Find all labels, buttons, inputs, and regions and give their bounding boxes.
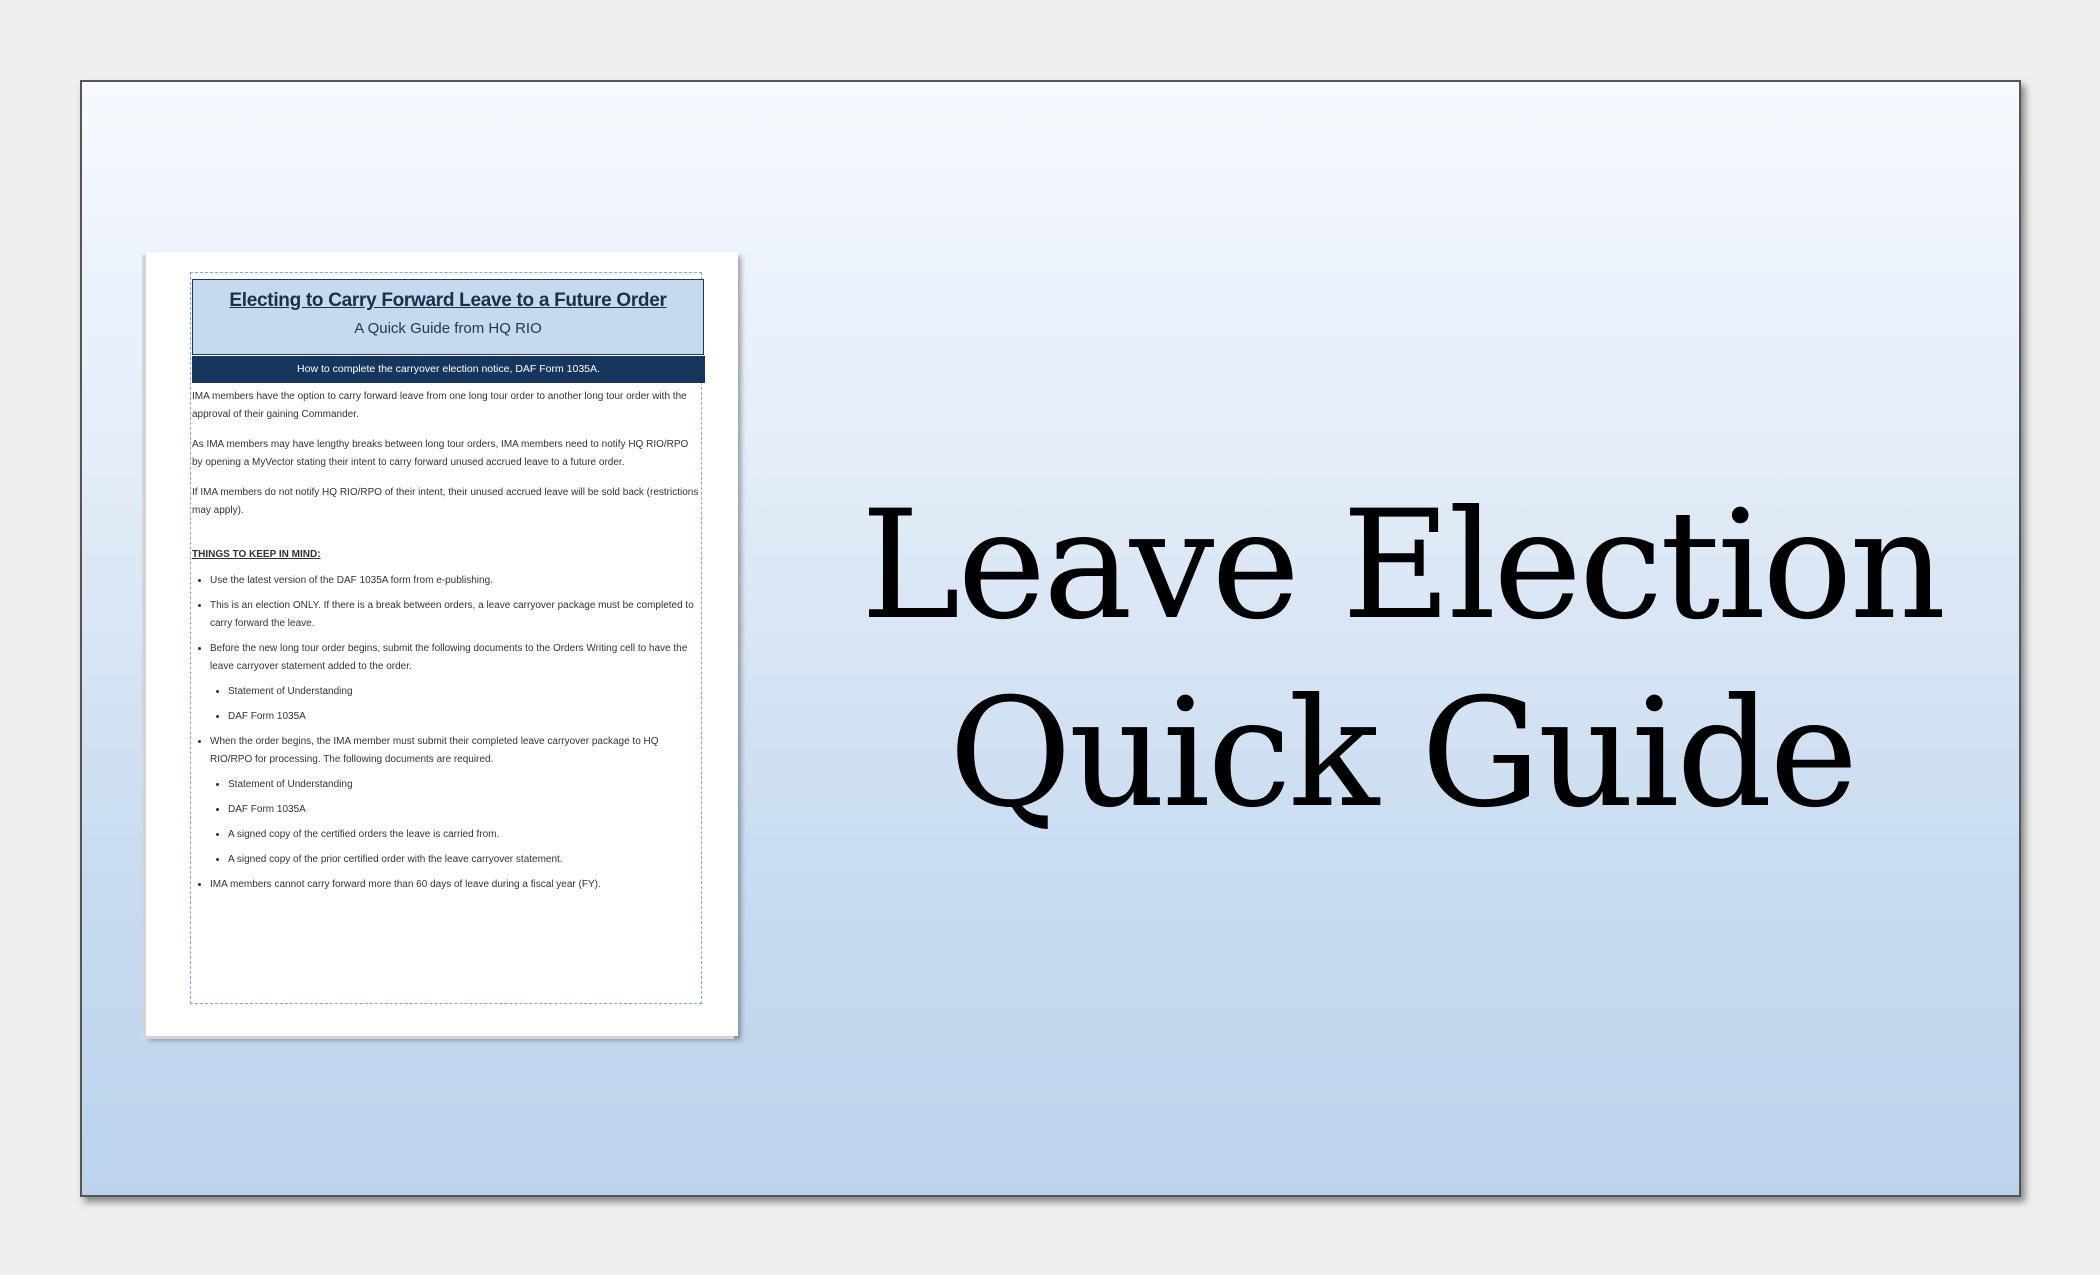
document-bullet: • Use the latest version of the DAF 1035A form from e-publishing. (210, 572, 700, 590)
document-bullet-list (192, 572, 700, 894)
document-paragraph: As IMA members may have lengthy breaks between long tour orders, IMA members need to notify HQ RIO/RPO by opening a MyVector stating their intent to carry forward unused accrued leave to a future order. (192, 439, 689, 468)
document-header (192, 279, 704, 355)
document-sub-bullet: • A signed copy of the prior certified order with the leave carryover statement. (228, 851, 700, 869)
slide-title (802, 472, 2002, 848)
document-banner: How to complete the carryover election notice, DAF Form 1035A. (192, 356, 705, 383)
document-bullet: • Before the new long tour order begins, submit the following documents to the Orders Writing cell to have the leave carryover statement added to the order. (210, 640, 700, 676)
document-heading: THINGS TO KEEP IN MIND: (192, 549, 321, 560)
document-paragraph: IMA members have the option to carry forward leave from one long tour order to another long tour order with the approval of their gaining Commander. (192, 391, 687, 420)
document-paragraph: If IMA members do not notify HQ RIO/RPO of their intent, their unused accrued leave will be sold back (restrictions may apply). (192, 487, 699, 516)
slide-title-line: Leave Election (860, 479, 1944, 653)
slide-frame (80, 80, 2021, 1197)
slide-title-line: Quick Guide (948, 667, 1856, 841)
document-sub-bullet: • DAF Form 1035A (228, 708, 700, 726)
document-bullet: • This is an election ONLY. If there is a break between orders, a leave carryover package must be completed to carry forward the leave. (210, 597, 700, 633)
document-bullet: • IMA members cannot carry forward more than 60 days of leave during a fiscal year (FY). (210, 876, 700, 894)
document-sub-bullet: • Statement of Understanding (228, 776, 700, 794)
document-sub-bullet: • DAF Form 1035A (228, 801, 700, 819)
document-title: Electing to Carry Forward Leave to a Future Order (229, 290, 667, 311)
document-sub-bullet: • A signed copy of the certified orders the leave is carried from. (228, 826, 700, 844)
document-sub-bullet: • Statement of Understanding (228, 683, 700, 701)
document-body (192, 388, 700, 901)
document-bullet: • When the order begins, the IMA member must submit their completed leave carryover package to HQ RIO/RPO for processing. The following documents are required. (210, 733, 700, 769)
document-preview-image (146, 252, 738, 1036)
document-subtitle: A Quick Guide from HQ RIO (354, 320, 542, 337)
